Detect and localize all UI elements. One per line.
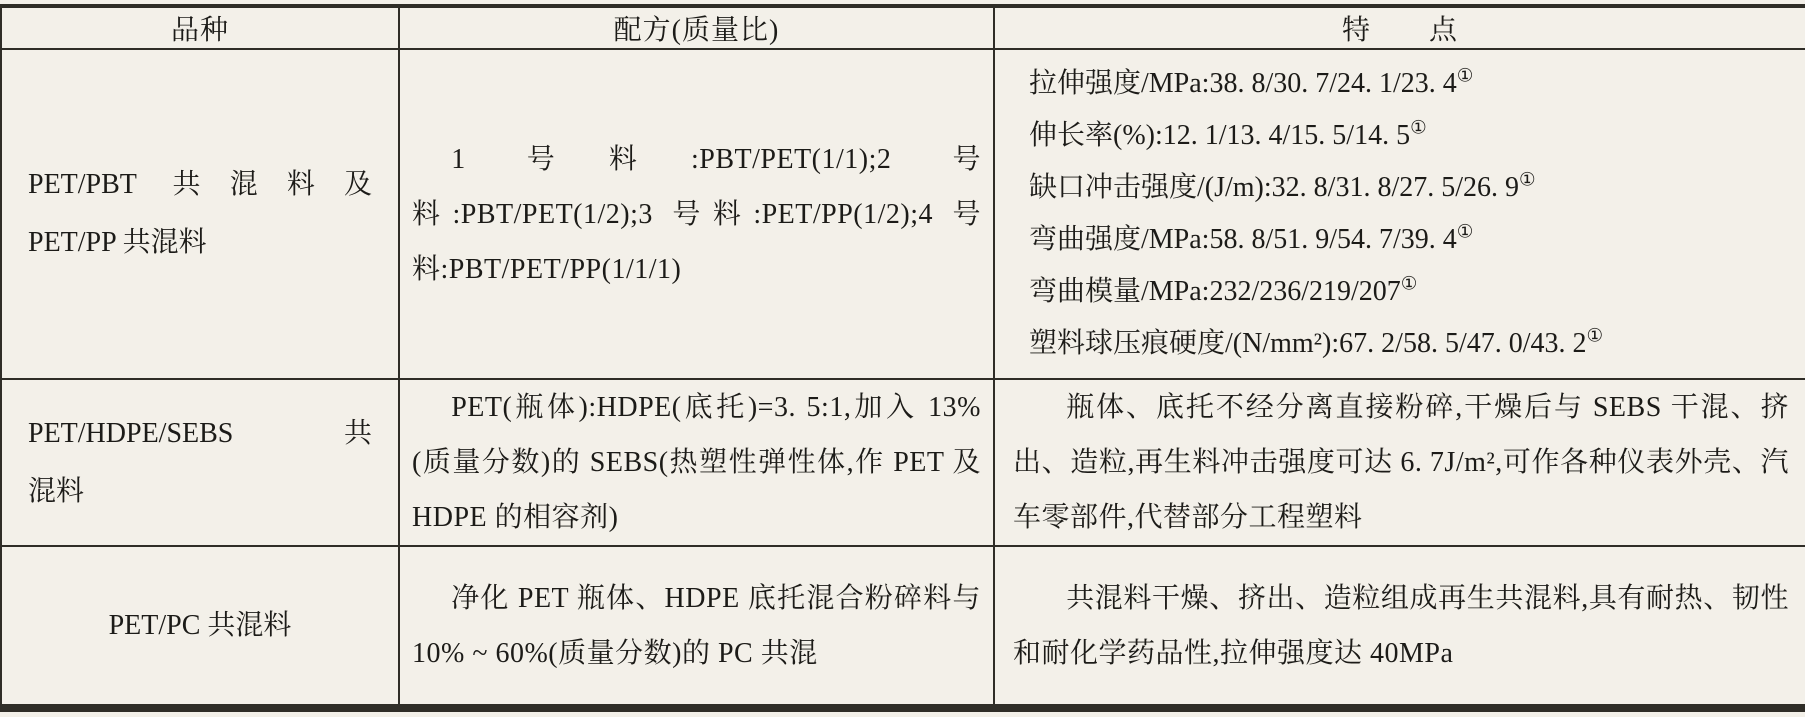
features-cell — [994, 49, 1805, 379]
formula-cell — [399, 546, 994, 708]
formula-text: 净化 PET 瓶体、HDPE 底托混合粉碎料与 10% ~ 60%(质量分数)的 PC 共混 — [412, 582, 981, 669]
formula-cell — [399, 49, 994, 379]
header-features: 特 点 — [994, 6, 1805, 49]
feature-text: 拉伸强度/MPa:38. 8/30. 7/24. 1/23. 4 — [1029, 68, 1457, 99]
variety-line: PET/PBT 共混料及 — [28, 169, 372, 200]
feature-line — [1029, 266, 1795, 318]
table-row — [1, 379, 1805, 546]
feature-text: 缺口冲击强度/(J/m):32. 8/31. 8/27. 5/26. 9 — [1029, 172, 1520, 203]
feature-line — [1029, 214, 1795, 266]
features-cell — [994, 379, 1805, 546]
table-row — [1, 546, 1805, 708]
header-row — [1, 6, 1805, 49]
formula-text: 1 号料:PBT/PET(1/1);2 号料:PBT/PET(1/2);3 号料:PET/PP(1/2);4 号料:PBT/PET/PP(1/1/1) — [412, 143, 981, 285]
header-variety: 品种 — [1, 6, 399, 49]
feature-text: 弯曲模量/MPa:232/236/219/207 — [1029, 276, 1401, 307]
table-row — [1, 49, 1805, 379]
header-formula: 配方(质量比) — [399, 6, 994, 49]
footnote-marker: ① — [1400, 273, 1418, 294]
footnote-marker: ① — [1456, 65, 1474, 86]
variety-cell — [1, 379, 399, 546]
feature-line — [1029, 58, 1795, 110]
features-text: 瓶体、底托不经分离直接粉碎,干燥后与 SEBS 干混、挤出、造粒,再生料冲击强度可达 6. 7J/m²,可作各种仪表外壳、汽车零部件,代替部分工程塑料 — [1013, 392, 1789, 533]
features-list — [995, 52, 1805, 376]
variety-cell — [1, 546, 399, 708]
variety-line: PET/HDPE/SEBS 共 — [28, 417, 372, 449]
footnote-marker: ① — [1410, 117, 1427, 138]
variety-line: 混料 — [28, 475, 85, 507]
variety-line: PET/PP 共混料 — [28, 227, 207, 258]
footnote-marker: ① — [1586, 325, 1604, 346]
variety-cell — [1, 49, 399, 379]
footnote-marker: ① — [1456, 221, 1474, 242]
variety-line: PET/PC 共混料 — [108, 609, 292, 641]
feature-line — [1029, 318, 1795, 370]
feature-text: 塑料球压痕硬度/(N/mm²):67. 2/58. 5/47. 0/43. 2 — [1029, 328, 1587, 359]
formula-cell — [399, 379, 994, 546]
feature-line — [1029, 110, 1795, 162]
pet-blend-table — [0, 4, 1805, 712]
features-text: 共混料干燥、挤出、造粒组成再生共混料,具有耐热、韧性和耐化学药品性,拉伸强度达 40MPa — [1013, 582, 1789, 669]
features-cell — [994, 546, 1805, 708]
feature-text: 弯曲强度/MPa:58. 8/51. 9/54. 7/39. 4 — [1029, 224, 1457, 255]
feature-text: 伸长率(%):12. 1/13. 4/15. 5/14. 5 — [1029, 120, 1411, 151]
footnote-marker: ① — [1519, 169, 1536, 190]
formula-text: PET(瓶体):HDPE(底托)=3. 5:1,加入 13%(质量分数)的 SEBS(热塑性弹性体,作 PET 及 HDPE 的相容剂) — [412, 392, 981, 533]
feature-line — [1029, 162, 1795, 214]
